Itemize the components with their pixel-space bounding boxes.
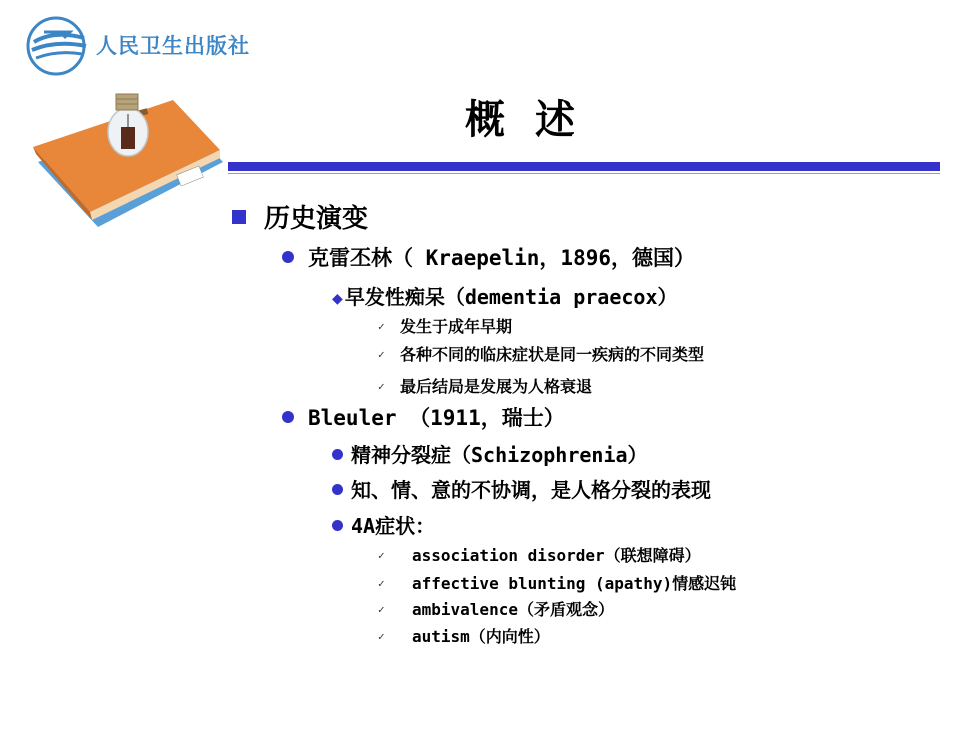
dot-bullet-icon xyxy=(282,411,294,423)
list-item xyxy=(282,402,565,432)
diamond-bullet-icon: ◆ xyxy=(332,288,343,309)
square-bullet-icon xyxy=(232,210,246,224)
slide-title: 概述 xyxy=(465,97,605,143)
title-rule xyxy=(228,162,940,171)
list-item xyxy=(332,439,648,468)
list-item xyxy=(282,242,695,272)
list-item xyxy=(378,314,512,337)
dot-bullet-icon xyxy=(332,449,343,460)
list-item-text: Bleuler （1911，瑞士） xyxy=(308,406,565,430)
section-heading-text: 历史演变 xyxy=(264,204,369,234)
list-item-text: 知、情、意的不协调，是人格分裂的表现 xyxy=(351,478,711,502)
list-item-text: affective blunting (apathy)情感迟钝 xyxy=(412,574,737,593)
list-item-text: ambivalence（矛盾观念） xyxy=(412,600,614,619)
list-item-text: 最后结局是发展为人格衰退 xyxy=(400,377,593,396)
list-item xyxy=(378,342,704,365)
dot-bullet-icon xyxy=(332,484,343,495)
list-item xyxy=(378,624,550,647)
list-item-text: 早发性痴呆（dementia praecox） xyxy=(344,285,678,309)
list-item-text: 发生于成年早期 xyxy=(400,317,513,336)
dot-bullet-icon xyxy=(332,520,343,531)
list-item-text: 克雷丕林（ Kraepelin，1896，德国） xyxy=(308,246,696,270)
list-item xyxy=(332,510,435,539)
books-lightbulb-illustration xyxy=(28,92,228,242)
publisher-name: 人民卫生出版社 xyxy=(96,34,250,58)
check-bullet-icon: ✓ xyxy=(378,348,385,361)
list-item-text: autism（内向性） xyxy=(412,627,550,646)
list-item-text: 4A症状： xyxy=(351,514,436,538)
list-item-text: 各种不同的临床症状是同一疾病的不同类型 xyxy=(400,345,705,364)
check-bullet-icon: ✓ xyxy=(378,603,385,616)
list-item-text: association disorder（联想障碍） xyxy=(412,546,701,565)
check-bullet-icon: ✓ xyxy=(378,320,385,333)
dot-bullet-icon xyxy=(282,251,294,263)
publisher-logo-icon xyxy=(24,12,94,78)
list-item xyxy=(378,571,736,594)
check-bullet-icon: ✓ xyxy=(378,549,385,562)
list-item xyxy=(378,543,701,566)
title-rule-thin xyxy=(228,173,940,174)
check-bullet-icon: ✓ xyxy=(378,630,385,643)
check-bullet-icon: ✓ xyxy=(378,380,385,393)
list-item xyxy=(332,474,711,503)
section-heading xyxy=(232,198,368,235)
list-item xyxy=(332,281,678,310)
list-item xyxy=(378,597,614,620)
list-item-text: 精神分裂症（Schizophrenia） xyxy=(351,443,648,467)
list-item xyxy=(378,374,592,397)
check-bullet-icon: ✓ xyxy=(378,577,385,590)
